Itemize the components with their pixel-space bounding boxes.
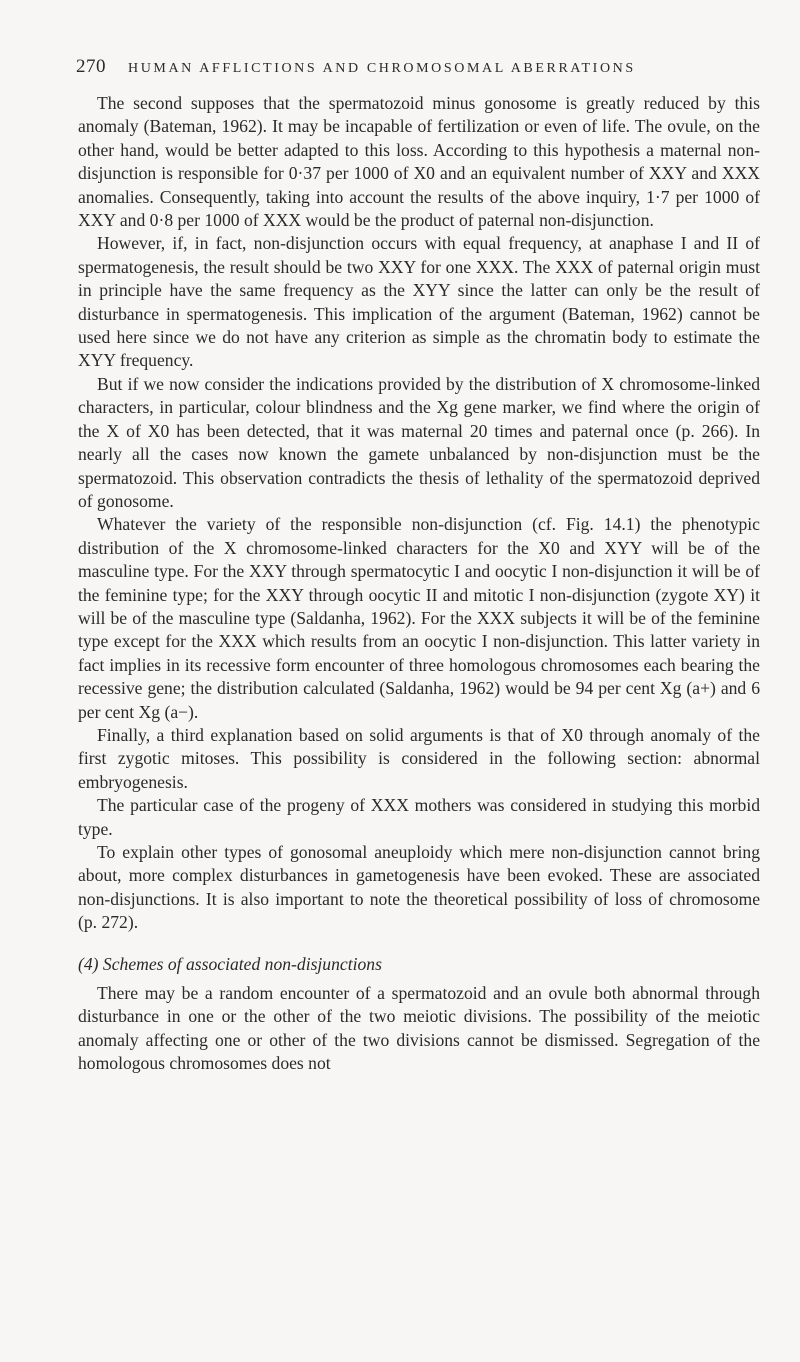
page-header bbox=[76, 56, 760, 78]
paragraph: There may be a random encounter of a spermatozoid and an ovule both abnormal through disturbance in one or the other of the two meiotic divisions. The possibility of the meiotic anomaly affecting one or other of the two divisions cannot be dismissed. Segregation of the homologous chromosomes does not bbox=[78, 983, 760, 1074]
running-title: HUMAN AFFLICTIONS AND CHROMOSOMAL ABERRATIONS bbox=[128, 61, 636, 76]
paragraph: Whatever the variety of the responsible non-disjunction (cf. Fig. 14.1) the phenotypic distribution of the X chromosome-linked characters for the X0 and XYY will be of the masculine type. For the XXY through spermatocytic I and oocytic I non-disjunction it will be of the feminine type; for the XXY through oocytic II and mitotic I non-disjunction (zygote XY) it will be of the masculine type (Saldanha, 1962). For the XXX subjects it will be of the feminine type except for the XXX which results from an oocytic I non-disjunction. This latter variety in fact implies in its recessive form encounter of three homologous chromosomes each bearing the recessive gene; the distribution calculated (Saldanha, 1962) would be 94 per cent Xg (a+) and 6 per cent Xg (a−). bbox=[78, 514, 760, 722]
page-number: 270 bbox=[76, 56, 106, 77]
section-heading: (4) Schemes of associated non-disjunctions bbox=[78, 953, 382, 974]
paragraph: Finally, a third explanation based on solid arguments is that of X0 through anomaly of the first zygotic mitoses. This possibility is considered in the following section: abnormal embryogenesis. bbox=[78, 724, 760, 792]
paragraph: But if we now consider the indications provided by the distribution of X chromosome-linked characters, in particular, colour blindness and the Xg gene marker, we find where the origin of the X of X0 has been detected, that it was maternal 20 times and paternal once (p. 266). In nearly all the cases now known the gamete unbalanced by non-disjunction must be the spermatozoid. This observation contradicts the thesis of lethality of the spermatozoid deprived of gonosome. bbox=[78, 373, 760, 511]
paragraph: The particular case of the progeny of XXX mothers was considered in studying this morbid type. bbox=[78, 795, 760, 839]
document-page bbox=[78, 56, 760, 1076]
paragraph: The second supposes that the spermatozoid minus gonosome is greatly reduced by this anomaly (Bateman, 1962). It may be incapable of fertilization or even of life. The ovule, on the other hand, would be better adapted to this loss. According to this hypothesis a maternal non-disjunction is responsible for 0·37 per 1000 of X0 and an equivalent number of XXY and XXX anomalies. Consequently, taking into account the results of the above inquiry, 1·7 per 1000 of XXY and 0·8 per 1000 of XXX would be the product of paternal non-disjunction. bbox=[78, 93, 760, 231]
paragraph: However, if, in fact, non-disjunction occurs with equal frequency, at anaphase I and II of spermatogenesis, the result should be two XXY for one XXX. The XXX of paternal origin must in principle have the same frequency as the XYY since the latter can only be the result of disturbance in spermatogenesis. This implication of the argument (Bateman, 1962) cannot be used here since we do not have any criterion as simple as the chromatin body to estimate the XYY frequency. bbox=[78, 233, 760, 371]
paragraph: To explain other types of gonosomal aneuploidy which mere non-disjunction cannot bring about, more complex disturbances in gametogenesis have been evoked. These are associated non-disjunctions. It is also important to note the theoretical possibility of loss of chromosome (p. 272). bbox=[78, 842, 760, 933]
